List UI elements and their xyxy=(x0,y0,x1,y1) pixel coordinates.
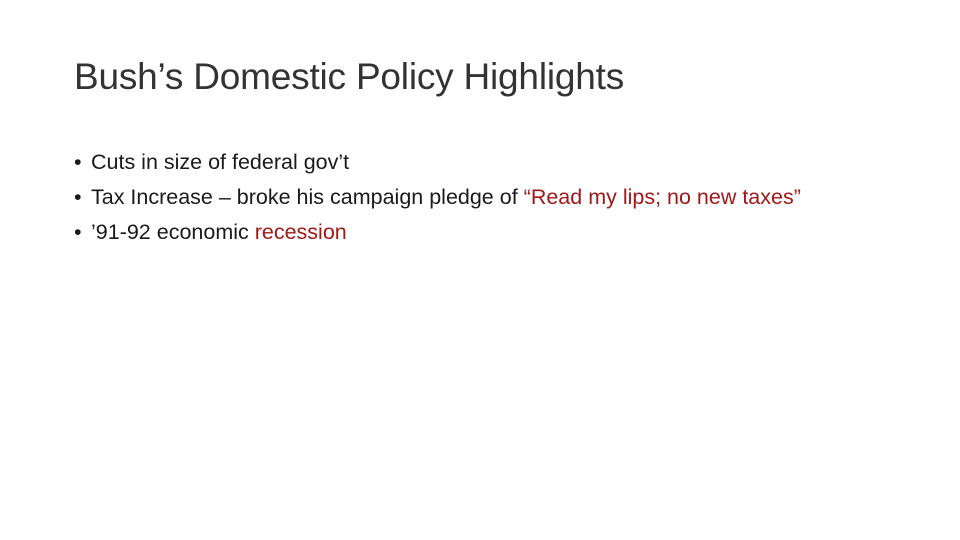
slide-title: Bush’s Domestic Policy Highlights xyxy=(74,56,624,97)
bullet-marker: • xyxy=(74,185,82,209)
bullet-text: Cuts in size of federal gov’t xyxy=(91,150,350,174)
bullet-highlight-quote: “Read my lips; no new taxes” xyxy=(523,185,801,209)
bullet-item xyxy=(74,218,874,247)
bullet-marker: • xyxy=(74,220,82,244)
bullet-marker: • xyxy=(74,150,82,174)
bullet-highlight-term: recession xyxy=(254,220,347,244)
bullet-text: ’91-92 economic xyxy=(91,220,255,244)
bullet-item xyxy=(74,148,874,177)
bullet-list xyxy=(74,148,874,253)
bullet-text: Tax Increase – broke his campaign pledge of xyxy=(91,185,524,209)
bullet-item xyxy=(74,183,874,212)
